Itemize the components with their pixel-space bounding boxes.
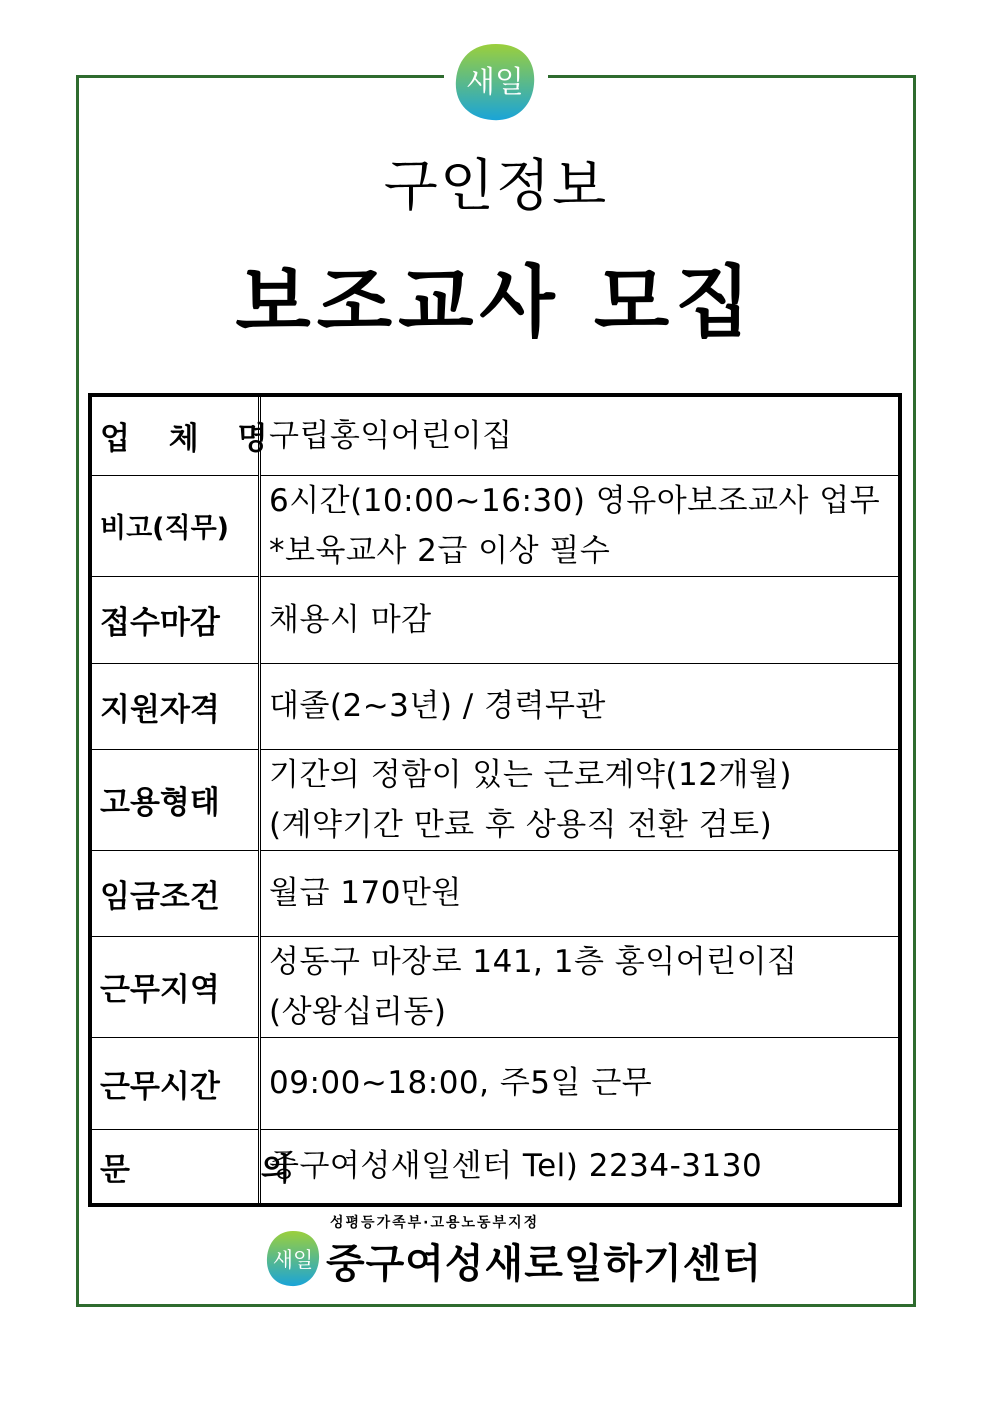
employment-line-2: (계약기간 만료 후 상용직 전환 검토): [269, 806, 773, 843]
location-line-2: (상왕십리동): [269, 993, 447, 1030]
row-label: [90, 1129, 351, 1205]
label-qualification: 지원자격: [100, 691, 220, 728]
label-deadline: 접수마감: [100, 605, 220, 641]
remarks-line-1: 6시간(10:00~16:30) 영유아보조교사 업무: [269, 482, 881, 519]
row-label: [90, 936, 260, 1037]
job-info-table: [88, 393, 902, 1207]
table-row: [90, 576, 900, 663]
deadline-value: 채용시 마감: [269, 601, 432, 638]
saeil-logo: [444, 40, 548, 124]
salary-value: 월급 170만원: [269, 875, 462, 911]
row-value: [260, 749, 901, 850]
page-subtitle: 구인정보: [383, 154, 609, 219]
row-label: [90, 475, 260, 576]
footer: [0, 1212, 992, 1292]
label-hours: 근무시간: [100, 1068, 220, 1105]
row-value: [260, 850, 901, 936]
label-remarks: 비고(직무): [100, 513, 230, 544]
table-row: [90, 475, 900, 576]
row-value: [260, 576, 901, 663]
row-value: [260, 936, 901, 1037]
table-row: [90, 1129, 900, 1205]
footer-saeil-logo: [262, 1228, 324, 1294]
label-salary: 임금조건: [100, 878, 220, 915]
footer-designation: 성평등가족부·고용노동부지정: [330, 1215, 540, 1231]
row-label: [90, 749, 260, 850]
company-name: 구립홍익어린이집: [269, 417, 513, 454]
table-row: [90, 1037, 900, 1129]
row-value: [260, 395, 901, 475]
label-location: 근무지역: [100, 972, 220, 1008]
table-row: [90, 749, 900, 850]
hours-value: 09:00~18:00, 주5일 근무: [269, 1065, 653, 1101]
row-value: [260, 1037, 901, 1129]
page-title: 보조교사 모집: [235, 258, 757, 348]
row-label: [90, 850, 260, 936]
table-row: [90, 395, 900, 475]
location-line-1: 성동구 마장로 141, 1층 홍익어린이집: [269, 943, 798, 980]
row-label: [90, 1037, 260, 1129]
remarks-line-2: *보육교사 2급 이상 필수: [269, 532, 611, 569]
contact-value: 중구여성새일센터 Tel) 2234-3130: [269, 1148, 763, 1185]
row-label: [90, 395, 282, 475]
label-employment-type: 고용형태: [100, 785, 220, 821]
row-label: [90, 663, 260, 749]
table-row: [90, 663, 900, 749]
row-value: [260, 663, 901, 749]
footer-logo-text: 새일: [272, 1248, 314, 1272]
employment-line-1: 기간의 정함이 있는 근로계약(12개월): [269, 756, 792, 793]
table-row: [90, 936, 900, 1037]
row-value: [260, 1129, 901, 1205]
center-name: 중구여성새로일하기센터: [326, 1241, 763, 1287]
label-company: 업 체 명: [100, 421, 282, 458]
row-label: [90, 576, 260, 663]
logo-text: 새일: [466, 65, 524, 100]
qualification-value: 대졸(2~3년) / 경력무관: [269, 688, 606, 724]
table-row: [90, 850, 900, 936]
row-value: [260, 475, 901, 576]
label-contact: 문 의: [100, 1151, 351, 1188]
